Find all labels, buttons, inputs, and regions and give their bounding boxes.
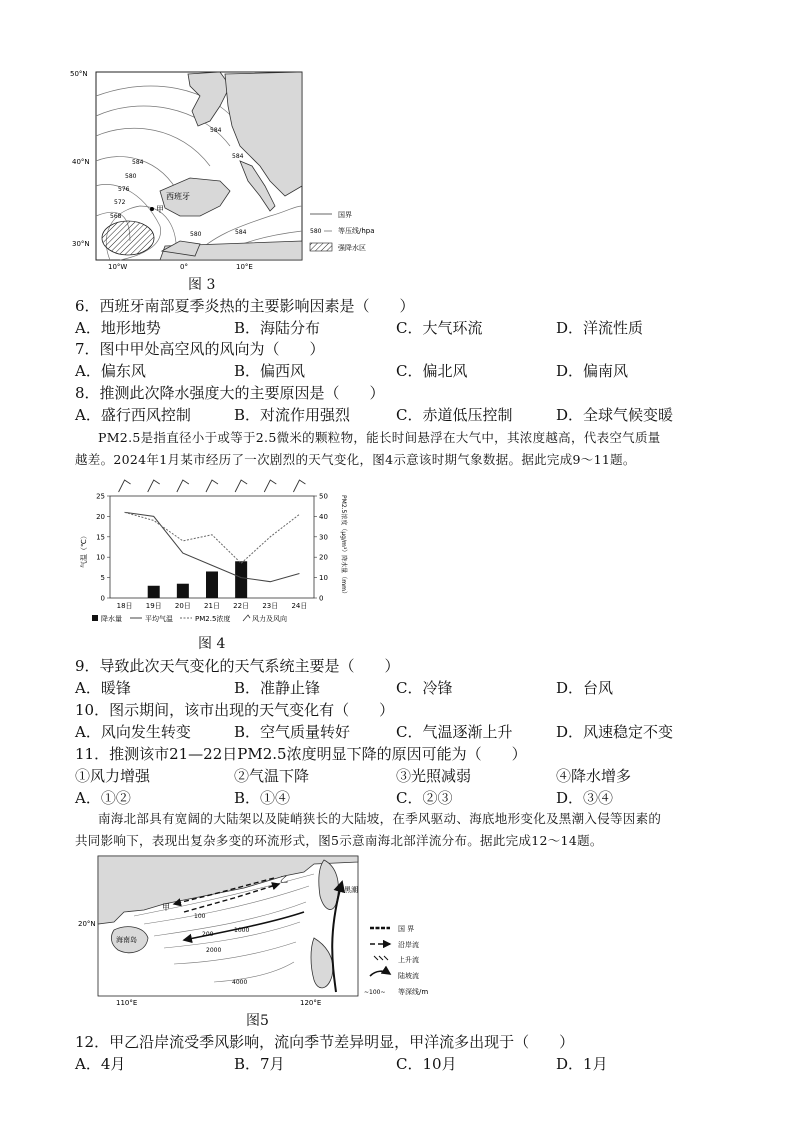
lon-120e: 120°E [300, 999, 322, 1007]
lat-40: 40°N [72, 158, 90, 166]
lon-10w: 10°W [108, 263, 128, 271]
left-tick-label: 15 [96, 533, 105, 542]
right-tick-label: 50 [319, 492, 328, 501]
legend-coastal: 沿岸流 [398, 941, 419, 949]
q7-option-b[interactable]: B．偏西风 [234, 362, 306, 380]
q8-option-a[interactable]: A．盛行西风控制 [75, 406, 191, 424]
figure-5-caption: 图5 [246, 1013, 269, 1029]
q6-option-a[interactable]: A．地形地势 [75, 319, 161, 337]
legend-upwelling: 上升流 [398, 956, 419, 964]
wind-barb [119, 480, 131, 492]
lon-110e: 110°E [116, 999, 138, 1007]
question-9: 9．导致此次天气变化的天气系统主要是（ ） [75, 657, 400, 675]
pm25-line [125, 512, 300, 563]
q7-option-c[interactable]: C．偏北风 [396, 362, 468, 380]
figure-3-caption: 图 3 [188, 277, 216, 293]
wind-barb [264, 480, 276, 492]
label-hainan: 海南岛 [116, 936, 137, 944]
q10-option-c[interactable]: C．气温逐渐上升 [396, 723, 513, 741]
q12-option-b[interactable]: B．7月 [234, 1055, 285, 1073]
legend-precip: 降水量 [101, 615, 122, 623]
lon-10e: 10°E [236, 263, 253, 271]
figure-5-legend [364, 924, 428, 996]
legend-isobar-value: 580 [310, 228, 322, 235]
passage-scs-line2: 共同影响下，表现出复杂多变的环流形式，图5示意南海北部洋流分布。据此完成12～14题。 [75, 833, 603, 848]
figure-5 [74, 852, 444, 1008]
wind-barb [206, 480, 218, 492]
q6-option-d[interactable]: D．洋流性质 [556, 319, 644, 337]
legend-pm: PM2.5浓度 [195, 615, 231, 623]
legend-wind: 风力及风向 [252, 615, 287, 623]
q10-option-a[interactable]: A．风向发生转变 [75, 723, 191, 741]
right-tick-label: 30 [319, 533, 328, 542]
passage-scs-line1: 南海北部具有宽阔的大陆架以及陡峭狭长的大陆坡，在季风驱动、海底地形变化及黑潮入侵等因素的 [98, 811, 662, 826]
x-tick-label: 22日 [233, 602, 250, 610]
wind-barb [293, 480, 305, 492]
figure-4-caption: 图 4 [198, 636, 226, 652]
isobar-label: 584 [232, 153, 244, 160]
q11-option-b[interactable]: B．①④ [234, 789, 291, 807]
q12-option-d[interactable]: D．1月 [556, 1055, 608, 1073]
label-kuroshio: 黑潮 [344, 886, 358, 894]
x-tick-label: 21日 [204, 602, 220, 610]
depth-label: 2000 [206, 947, 222, 954]
wind-barb [148, 480, 160, 492]
q8-option-d[interactable]: D．全球气候变暖 [556, 406, 674, 424]
passage-pm25-line1: PM2.5是指直径小于或等于2.5微米的颗粒物，能长时间悬浮在大气中，其浓度越高，代表空气质量 [98, 430, 661, 445]
q10-option-d[interactable]: D．风速稳定不变 [556, 723, 674, 741]
left-tick-label: 10 [96, 553, 105, 562]
isobar-label: 584 [132, 159, 144, 166]
depth-label: 200 [202, 931, 214, 938]
figure-4-chart [80, 470, 350, 630]
q7-option-a[interactable]: A．偏东风 [75, 362, 146, 380]
q9-option-b[interactable]: B．准静止锋 [234, 679, 321, 697]
legend-isobath: 等深线/m [398, 988, 429, 996]
isobar-label: 580 [190, 231, 202, 238]
legend-temp: 平均气温 [145, 615, 173, 623]
q12-option-a[interactable]: A．4月 [75, 1055, 126, 1073]
lat-30: 30°N [72, 240, 90, 248]
legend-rain: 强降水区 [338, 244, 366, 252]
q11-option-a[interactable]: A．①② [75, 789, 131, 807]
isobar-label: 576 [118, 186, 130, 193]
left-tick-label: 20 [96, 512, 105, 521]
q6-option-b[interactable]: B．海陆分布 [234, 319, 321, 337]
left-axis-label: 气温（℃） [80, 532, 88, 568]
figure-5-map [74, 852, 444, 1008]
wind-barb [235, 480, 247, 492]
q9-option-a[interactable]: A．暖锋 [75, 679, 131, 697]
x-tick-label: 20日 [174, 602, 191, 610]
figure-3 [70, 66, 400, 276]
right-tick-label: 10 [319, 574, 328, 583]
label-jia: 甲 [156, 205, 164, 214]
q11-option-c[interactable]: C．②③ [396, 789, 453, 807]
legend-border: 国 界 [398, 925, 415, 933]
isobar-label: 584 [235, 229, 247, 236]
question-10: 10．图示期间，该市出现的天气变化有（ ） [75, 701, 395, 719]
q11-item-2: ②气温下降 [234, 767, 310, 785]
legend-isobar: 等压线/hpa [338, 227, 375, 235]
figure-3-map [70, 66, 400, 276]
isobar-label: 572 [114, 199, 126, 206]
legend-isobath-value: ~100~ [364, 989, 386, 996]
q10-option-b[interactable]: B．空气质量转好 [234, 723, 351, 741]
right-tick-label: 0 [319, 594, 324, 603]
label-spain: 西班牙 [166, 192, 190, 201]
q12-option-c[interactable]: C．10月 [396, 1055, 457, 1073]
precip-bar [177, 584, 189, 598]
passage-pm25-line2: 越差。2024年1月某市经历了一次剧烈的天气变化，图4示意该时期气象数据。据此完成9～11题。 [75, 452, 636, 467]
q7-option-d[interactable]: D．偏南风 [556, 362, 629, 380]
lon-0: 0° [180, 263, 188, 271]
q8-option-b[interactable]: B．对流作用强烈 [234, 406, 351, 424]
wind-barb [177, 480, 189, 492]
x-tick-label: 19日 [145, 602, 162, 610]
legend-border: 国界 [338, 211, 352, 219]
left-tick-label: 5 [100, 574, 105, 583]
question-12: 12．甲乙沿岸流受季风影响，流向季节差异明显，甲洋流多出现于（ ） [75, 1033, 575, 1051]
lat-20n: 20°N [78, 920, 96, 928]
question-11: 11．推测该市21—22日PM2.5浓度明显下降的原因可能为（ ） [75, 745, 527, 763]
precip-bar [206, 571, 218, 598]
q9-option-c[interactable]: C．冷锋 [396, 679, 453, 697]
label-jia: 甲 [162, 903, 170, 912]
depth-label: 100 [194, 913, 206, 920]
question-8: 8．推测此次降水强度大的主要原因是（ ） [75, 384, 385, 402]
precip-bar [148, 586, 160, 598]
isobar-label: 584 [210, 127, 222, 134]
depth-label: 1000 [234, 927, 250, 934]
isobar-label: 568 [110, 213, 122, 220]
x-tick-label: 18日 [116, 602, 133, 610]
question-6: 6．西班牙南部夏季炎热的主要影响因素是（ ） [75, 297, 415, 315]
q11-item-1: ①风力增强 [75, 767, 151, 785]
label-yi: 乙 [280, 875, 288, 884]
q11-item-3: ③光照减弱 [396, 767, 472, 785]
q11-item-4: ④降水增多 [556, 767, 632, 785]
q8-option-c[interactable]: C．赤道低压控制 [396, 406, 513, 424]
right-axis-label: PM2.5浓度（μg/m³）降水量（mm） [340, 495, 347, 597]
figure-4 [80, 470, 350, 630]
lat-50: 50°N [70, 70, 88, 78]
legend-slope: 陆坡流 [398, 972, 419, 980]
left-tick-label: 0 [100, 594, 105, 603]
x-tick-label: 24日 [291, 602, 308, 610]
left-tick-label: 25 [96, 492, 105, 501]
right-tick-label: 40 [319, 512, 328, 521]
isobar-label: 580 [125, 173, 137, 180]
q11-option-d[interactable]: D．③④ [556, 789, 614, 807]
x-tick-label: 23日 [262, 602, 279, 610]
figure-3-legend [310, 210, 375, 252]
q9-option-d[interactable]: D．台风 [556, 679, 614, 697]
temperature-line [125, 512, 300, 581]
question-7: 7．图中甲处高空风的风向为（ ） [75, 340, 325, 358]
depth-label: 4000 [232, 979, 248, 986]
right-tick-label: 20 [319, 553, 328, 562]
q6-option-c[interactable]: C．大气环流 [396, 319, 483, 337]
precip-bar [235, 561, 247, 598]
